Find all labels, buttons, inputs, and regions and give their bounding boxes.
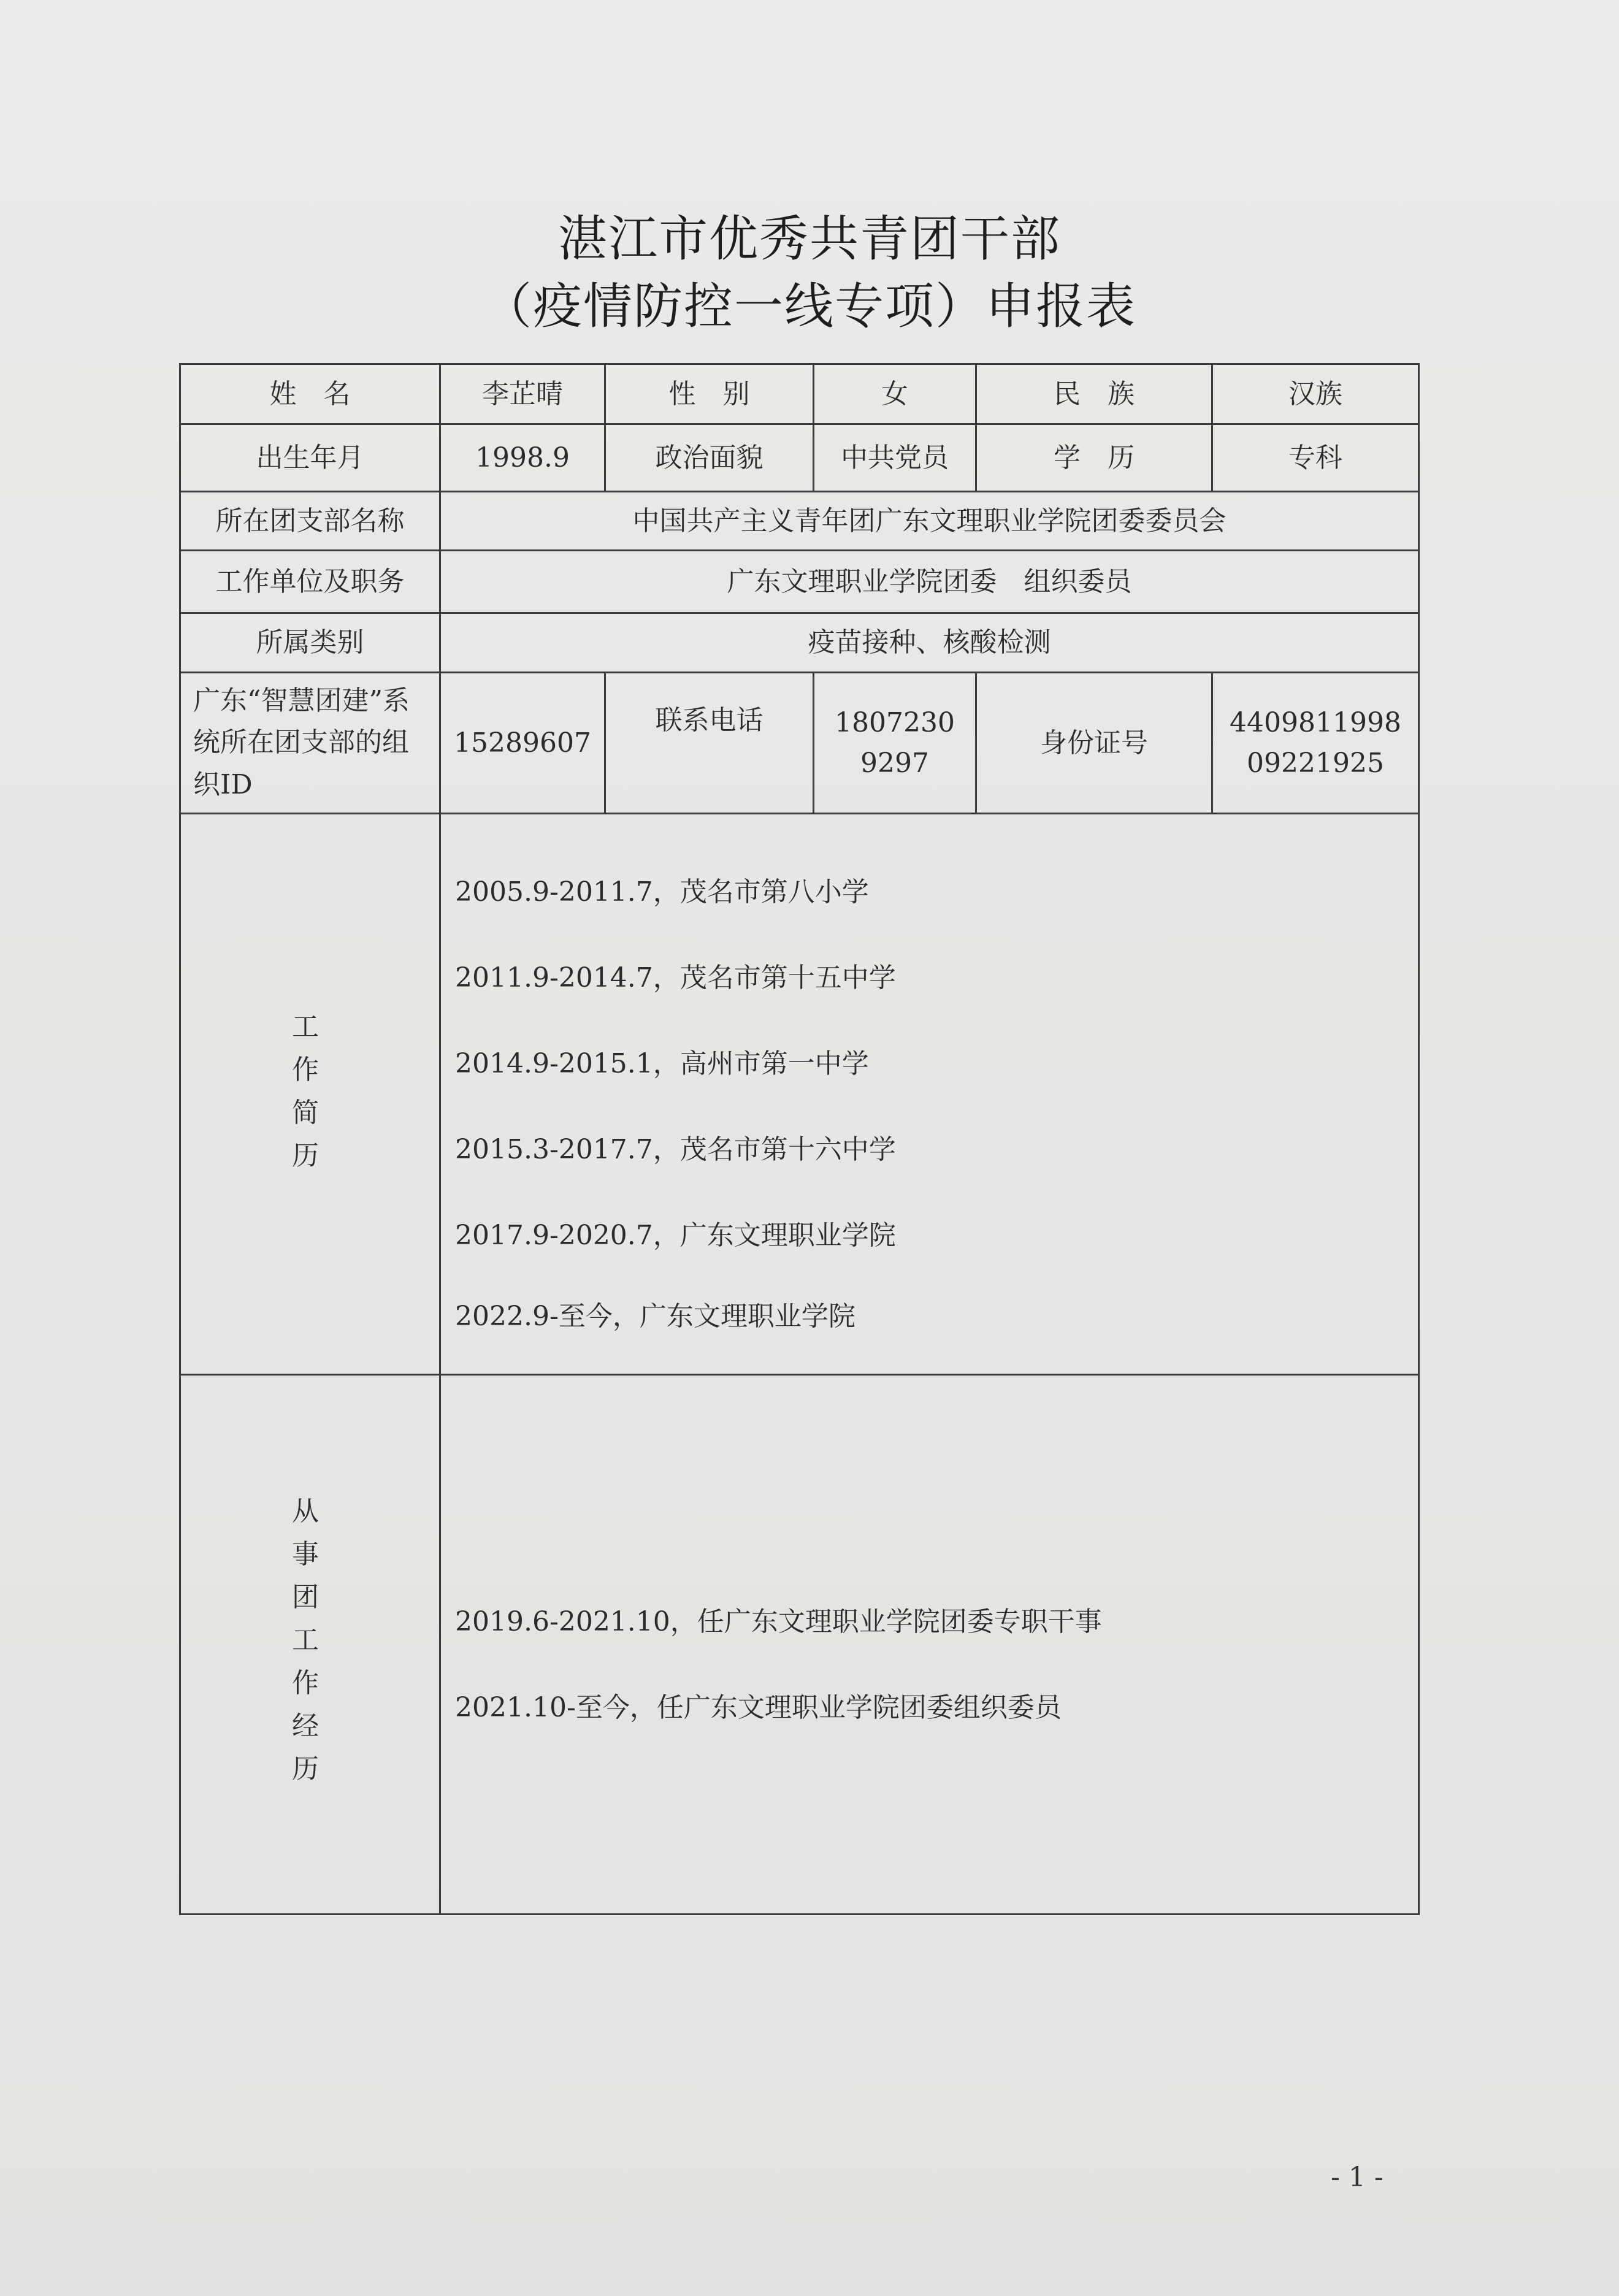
ethnicity-label: 民 族 <box>1054 378 1135 410</box>
category-label: 所属类别 <box>256 627 364 658</box>
phone-label: 联系电话 <box>655 705 764 736</box>
work-history-item: 2011.9-2014.7，茂名市第十五中学 <box>455 962 896 993</box>
idcard-value: 440981199809221925 <box>1230 706 1401 779</box>
league-history-label: 从 事 团 工 作 经 历 <box>292 1496 319 1785</box>
political-value: 中共党员 <box>841 442 949 473</box>
category-value: 疫苗接种、核酸检测 <box>808 627 1051 658</box>
form-subtitle: （疫情防控一线专项）申报表 <box>483 278 1136 335</box>
work-history-item: 2015.3-2017.7，茂名市第十六中学 <box>455 1134 896 1165</box>
work-history-item: 2014.9-2015.1，高州市第一中学 <box>455 1048 869 1079</box>
work-history-item: 2005.9-2011.7，茂名市第八小学 <box>455 876 869 908</box>
birth-value: 1998.9 <box>475 442 570 473</box>
education-value: 专科 <box>1288 442 1342 473</box>
work-unit-label: 工作单位及职务 <box>215 565 405 597</box>
work-unit-value: 广东文理职业学院团委 组织委员 <box>727 565 1132 597</box>
page-number: - 1 - <box>1331 2162 1384 2193</box>
name-label: 姓 名 <box>269 378 351 410</box>
phone-value: 18072309297 <box>835 706 955 779</box>
work-history-item: 2017.9-2020.7，广东文理职业学院 <box>455 1220 896 1251</box>
league-history-item: 2019.6-2021.10，任广东文理职业学院团委专职干事 <box>455 1606 1102 1637</box>
branch-label: 所在团支部名称 <box>215 505 405 537</box>
gender-label: 性 别 <box>668 378 750 410</box>
form-title: 湛江市优秀共青团干部 <box>558 210 1061 267</box>
birth-label: 出生年月 <box>256 442 364 473</box>
ethnicity-value: 汉族 <box>1288 378 1342 410</box>
work-history-label: 工 作 简 历 <box>292 1011 319 1171</box>
work-history-item: 2022.9-至今，广东文理职业学院 <box>455 1301 855 1332</box>
name-value: 李芷晴 <box>482 378 563 410</box>
education-label: 学 历 <box>1054 442 1135 473</box>
gender-value: 女 <box>881 378 908 410</box>
org-id-value: 15289607 <box>454 727 591 759</box>
org-id-label: 广东“智慧团建”系统所在团支部的组织ID <box>193 685 410 800</box>
idcard-label: 身份证号 <box>1040 727 1148 759</box>
political-label: 政治面貌 <box>655 442 764 473</box>
branch-value: 中国共产主义青年团广东文理职业学院团委委员会 <box>632 505 1227 537</box>
league-history-item: 2021.10-至今，任广东文理职业学院团委组织委员 <box>455 1692 1062 1723</box>
